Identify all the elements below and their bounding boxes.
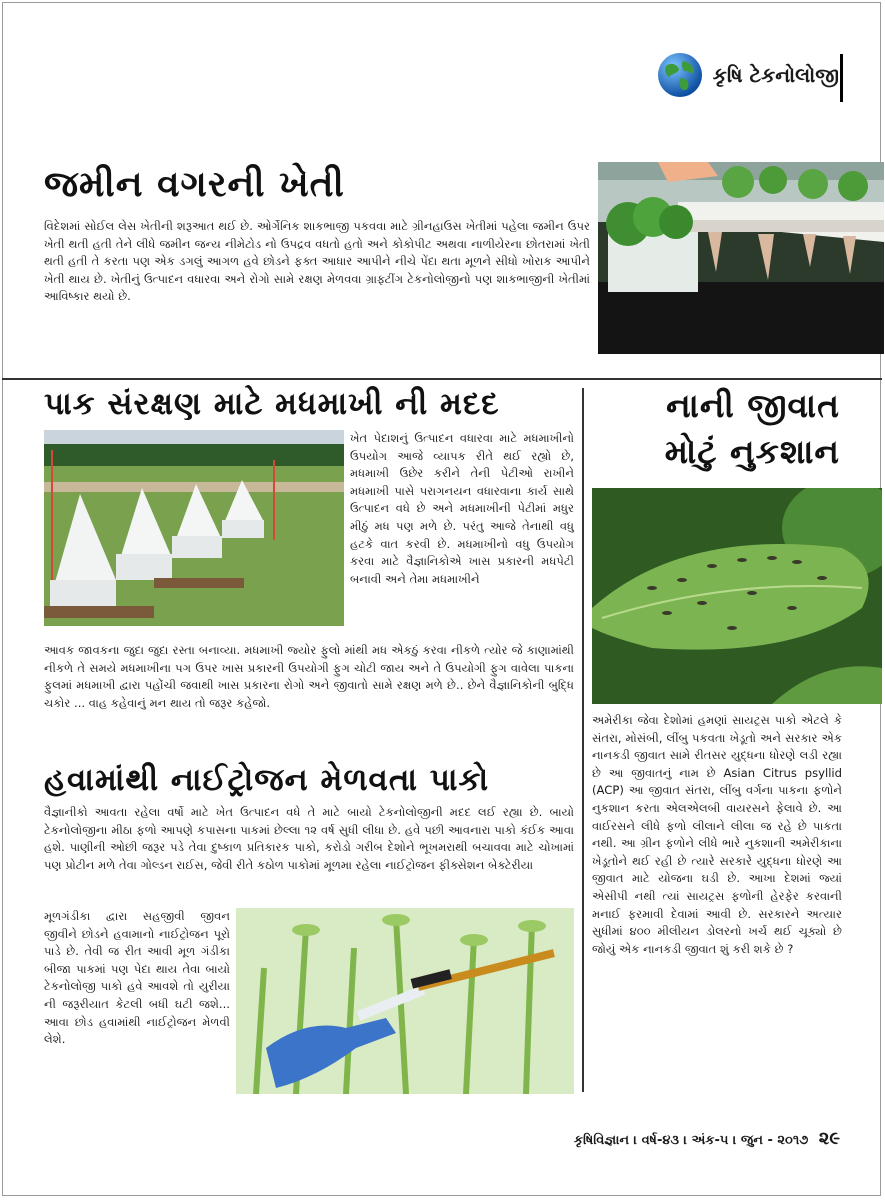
- article3-body-top: વૈજ્ઞાનીકો આવતા રહેલા વર્ષો માટે ખેત ઉત્પાદન વધે તે માટે બાયો ટેકનોલોજીની મદદ લઈ રહ્યા છે. બાયો ટેકનોલોજીના મીઠા ફળો આપણે કપાસના પાકમાં છેલ્લા ૧૨ વર્ષ સુધી લીધા છે. હવે પછી આવનારા પાકો કંઈક આવા હશે. પાણીની ઓછી જરૂર પડે તેવા દુષ્કાળ પ્રતિકારક પાકો, કરોડો ગરીબ દેશોને ભૂખમરાથી બચાવવા માટે ચોખામાં પણ પ્રોટીન મળે તેવા ગોલ્ડન રાઈસ, જેવી રીતે કઠોળ પાકોમાં મૂળમા રહેલા નાઈટ્રોજન ફીક્સેશન બેક્ટેરીયા: [44, 805, 574, 872]
- hydroponics-photo: [598, 162, 884, 354]
- section-header: [657, 52, 839, 98]
- article2-body-full: આવક જાવકના જુદા જુદા રસ્તા બનાવ્યા. મધમાખી જ્યોર ફુલો માંથી મધ એકઠું કરવા નીકળે ત્યોર જે કાણામાંથી નીકળે તે સમયે મધમાખીના પગ ઉપર ખાસ પ્રકારની ઉપયોગી ફુગ ચોટી જાય અને તે ઉપયોગી ફુગ વાવેલા પાકના ફુલમાં મધમાખી દ્વારા પહોંચી જવાથી ખાસ પ્રકારના રોગો અને જીવાતો સામે રક્ષણ મળે છે.. છેને વૈજ્ઞાનિકોની બુદ્ધિ ચકોર ... વાહ કહેવાનું મન થાય તો જરૂર કહેજો.: [44, 643, 574, 710]
- article1-body: વિદેશમાં સોઈલ લેસ ખેતીની શરૂઆત થઈ છે. ઓર્ગેનિક શાકભાજી પકવવા માટે ગ્રીનહાઉસ ખેતીમાં પહેલા જમીન ઉપર ખેતી થતી હતી તેને લીધે જમીન જન્ય નીમેટોડ નો ઉપદ્રવ વધતો હતો અને કોકોપીટ અથવા નાળીયેરના છોતરામાં ખેતી થતી હતી તે કરતા પણ એક ડગલું આગળ હવે છોડને ફક્ત આધાર આપીને નીચે પેંદા થતા મૂળને સીધો ખોરાક આપીને ખેતી થાય છે. ખેતીનું ઉત્પાદન વધારવા અને રોગો સામે રક્ષણ મેળવવા ગ્રાફ્ટીંગ ટેકનોલોજીનો પણ શાકભાજીની ખેતીમાં આવિષ્કાર થયો છે.: [44, 219, 590, 304]
- article4-title-line1: નાની જીવાત: [666, 386, 840, 425]
- biotech-photo: [236, 908, 574, 1094]
- article1-title: જમીન વગરની ખેતી: [44, 164, 345, 205]
- page-number: ૨૯: [818, 1128, 840, 1149]
- globe-icon: [657, 52, 703, 98]
- footer-issue: કૃષિવિજ્ઞાન । વર્ષ-૪૩ । અંક-૫ । જુન - ૨૦૧૭: [573, 1133, 809, 1148]
- header-divider: [840, 54, 843, 102]
- section-tag: કૃષિ ટેકનોલોજી: [712, 63, 839, 87]
- column-divider: [582, 388, 584, 1092]
- section-divider: [2, 378, 882, 380]
- page-footer: [520, 1128, 840, 1149]
- article3-body-side: મૂળગંડીકા દ્વારા સહજીવી જીવન જીવીને છોડને હવામાનો નાઈટ્રોજન પૂરો પાડે છે. તેવી જ રીત આવી મૂળ ગંડીકા બીજા પાકમાં પણ પેદા થાય તેવા બાયો ટેકનોલોજી પાકો હવે આવશે તો યુરીયા ની જરૂરીયાત કેટલી બધી ઘટી જશે... આવા છોડ હવામાંથી નાઈટ્રોજન મેળવી લેશે.: [44, 909, 230, 1047]
- article4-body: અમેરીકા જેવા દેશોમાં હમણાં સાયટ્રસ પાકો એટલે કે સંતરા, મોસંબી, લીંબુ પકવતા ખેડૂતો અને સરકાર એક નાનકડી જીવાત સામે રીતસર યુદ્ધના ધોરણે લડી રહ્યા છે આ જીવાતનું નામ છે Asian Citrus psyllid (ACP) આ જીવાત સંતરા, લીંબુ વર્ગના પાકના ફળોને નુકશાન કરતા એલએલબી વાયરસને ફેલાવે છે. આ વાઈરસને લીધે ફળો લીલાને લીલા જ રહે છે પાકતા નથી. આ ગ્રીન ફળોને લીધે ભારે નુકશાની અમેરીકાના ખેડૂતોને થઈ રહી છે ત્યારે સરકારે યુદ્ધના ધોરણે આ જીવાત માટે યોજના ઘડી છે. આખા દેશમાં જ્યાં એસીપી નથી ત્યાં સાયટ્રસ ફળોની હેરફેર કરવાની મનાઈ ફરમાવી દેવામાં આવી છે. સરકારને અત્યાર સુધીમાં ૪૦૦ મીલીયન ડોલરનો ખર્ચ થઈ ચૂક્યો છે જોયું એક નાનકડી જીવાત શું કરી શકે છે ?: [592, 713, 842, 956]
- psyllid-leaf-photo: [592, 488, 882, 704]
- article2-body-side: ખેત પેદાશનું ઉત્પાદન વધારવા માટે મધમાખીનો ઉપયોગ આજે વ્યાપક રીતે થઈ રહ્યો છે, મધમાખી ઉછેર કરીને તેની પેટીઓ રાખીને મધમાખી પાસે પરાગનયન વધારવાના કાર્ય સાથે ઉત્પાદન વધે છે અને મધમાખીની પેટીમાં મધુર મીઠું મધ પણ મળે છે. પરંતુ આજે તેનાથી વધુ હટકે વાત કરવી છે. મધમાખીનો વધુ ઉપયોગ કરવા માટે વૈજ્ઞાનિકોએ ખાસ પ્રકારની મધપેટી બનાવી અને તેમા મધમાખીને: [350, 431, 574, 586]
- article2-title: પાક સંરક્ષણ માટે મધમાખી ની મદદ: [44, 386, 500, 422]
- article3-title: હવામાંથી નાઈટ્રોજન મેળવતા પાકો: [44, 762, 490, 798]
- article4-title-line2: મોટું નુકશાન: [664, 432, 840, 471]
- beehives-photo: [44, 430, 344, 626]
